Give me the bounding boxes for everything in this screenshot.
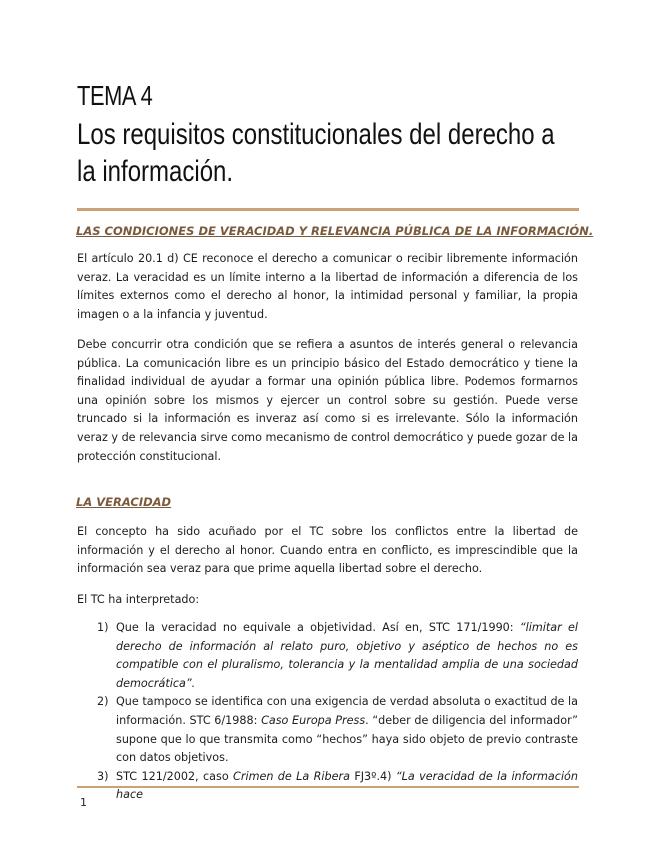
- interpretation-list: [97, 619, 578, 802]
- footer-divider: [77, 786, 579, 788]
- section-heading-condiciones: LAS CONDICIONES DE VERACIDAD Y RELEVANCIA PÚBLICA DE LA INFORMACIÓN.: [76, 224, 594, 238]
- list-number: 3): [97, 769, 109, 783]
- list-number: 2): [97, 695, 109, 709]
- list-item-text: Que tampoco se identifica con una exigencia de verdad absoluta o exactitud de la información. STC 6/1988:: [116, 695, 578, 727]
- list-item-text: . “deber de diligencia del informador” supone que lo que transmita como “hechos” haya sido objeto de previo contraste con datos objetivos.: [116, 713, 578, 765]
- top-divider: [77, 208, 579, 211]
- list-item-case-name: Crimen de La Ribera: [233, 769, 350, 783]
- paragraph: El TC ha interpretado:: [77, 593, 200, 606]
- page-number: 1: [80, 796, 87, 809]
- list-item-quote: “limitar el derecho de información al relato puro, objetivo y aséptico de hechos no es compatible con el pluralismo, tolerancia y la mentalidad amplia de una sociedad democrática”.: [116, 621, 578, 690]
- theme-number: TEMA 4: [77, 80, 153, 111]
- list-item: [97, 768, 578, 802]
- paragraph: El artículo 20.1 d) CE reconoce el derecho a comunicar o recibir libremente información veraz. La veracidad es un límite interno a la libertad de información a diferencia de los límites externos como el derecho al honor, la intimidad personal y familiar, la propia imagen o a la infancia y juventud.: [77, 252, 578, 321]
- paragraph: Debe concurrir otra condición que se refiera a asuntos de interés general o relevancia pública. La comunicación libre es un principio básico del Estado democrático y tiene la finalidad individual de ayudar a formar una opinión pública libre. Podemos formarnos una opinión sobre los mismos y ejercer un control sobre su gestión. Puede verse truncado si la información es inveraz así como si es irrelevante. Sólo la información veraz y de relevancia sirve como mecanismo de control democrático y puede gozar de la protección constitucional.: [77, 338, 578, 463]
- list-item-quote: “La veracidad de la información hace: [116, 769, 578, 802]
- list-number: 1): [97, 621, 109, 634]
- document-title: Los requisitos constitucionales del derecho a la información.: [77, 118, 555, 188]
- list-item-text: Que la veracidad no equivale a objetividad. Así en, STC 171/1990:: [116, 621, 520, 634]
- paragraph: El concepto ha sido acuñado por el TC sobre los conflictos entre la libertad de información y el derecho al honor. Cuando entra en conflicto, es imprescindible que la información sea veraz para que prime aquella libertad sobre el derecho.: [77, 525, 578, 576]
- list-item: [97, 693, 578, 767]
- list-item-text: STC 121/2002, caso: [116, 769, 234, 783]
- list-item-text: FJ3º.4): [349, 769, 396, 783]
- list-item-case-name: Caso Europa Press: [261, 713, 366, 727]
- section-heading-veracidad: LA VERACIDAD: [76, 495, 172, 509]
- list-item: [97, 619, 578, 693]
